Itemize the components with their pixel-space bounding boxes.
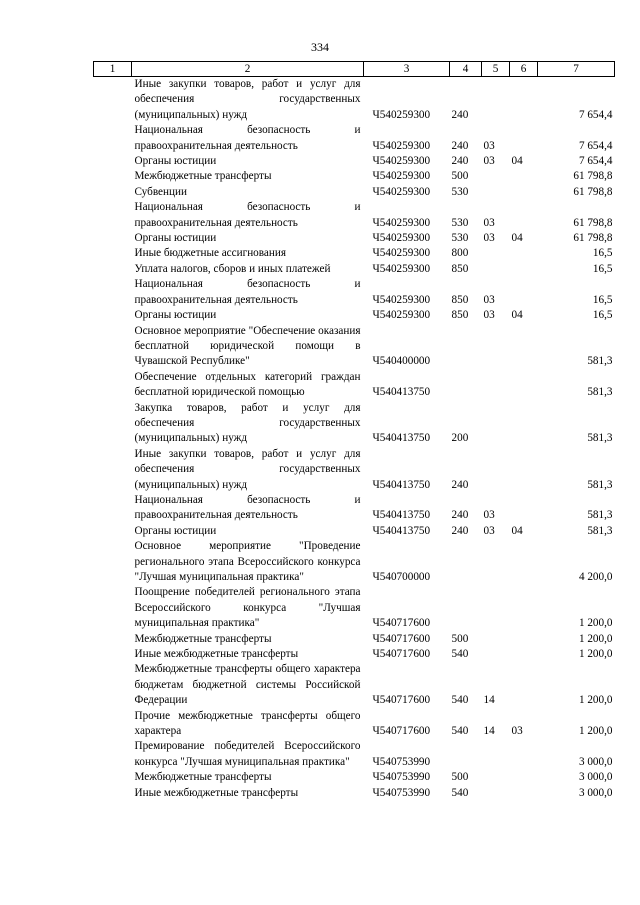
row-section: [482, 324, 510, 370]
row-code: Ч540753990: [372, 755, 431, 768]
row-empty-cell: [94, 169, 132, 184]
row-amount: 61 798,8: [573, 232, 613, 245]
table-row: [94, 770, 615, 785]
row-empty-cell: [94, 739, 132, 770]
row-subsection: 04: [511, 232, 523, 245]
row-name: Закупка товаров, работ и услуг для обеспечения государственных (муниципальных) нужд: [134, 401, 361, 445]
table-row: [94, 262, 615, 277]
table-row: [94, 786, 615, 801]
row-code: Ч540259300: [372, 139, 431, 152]
row-section: [482, 632, 510, 647]
row-subsection: [510, 447, 538, 493]
row-amount: 1 200,0: [578, 694, 613, 707]
row-subsection: [510, 493, 538, 524]
header-col-5: 5: [482, 62, 510, 77]
page-number: 334: [311, 40, 329, 54]
row-empty-cell: [94, 246, 132, 261]
row-empty-cell: [94, 123, 132, 154]
row-section: [482, 401, 510, 447]
row-subsection: [510, 123, 538, 154]
row-subsection: [510, 200, 538, 231]
row-expense-type: [450, 585, 482, 631]
row-amount: 4 200,0: [578, 571, 613, 583]
row-empty-cell: [94, 493, 132, 524]
row-section: [482, 185, 510, 200]
row-name: Межбюджетные трансферты: [134, 771, 272, 784]
row-code: Ч540259300: [372, 216, 431, 229]
row-name: Межбюджетные трансферты: [134, 632, 272, 645]
row-code: Ч540700000: [372, 571, 431, 583]
row-code: Ч540259300: [372, 262, 431, 275]
row-name: Национальная безопасность и правоохранительная деятельность: [134, 493, 361, 522]
row-section: [482, 786, 510, 801]
table-row: [94, 231, 615, 246]
table-body: [94, 77, 615, 802]
row-subsection: [510, 262, 538, 277]
row-code: Ч540413750: [372, 432, 431, 445]
row-expense-type: 240: [451, 524, 469, 537]
row-empty-cell: [94, 308, 132, 323]
row-section: 14: [483, 694, 495, 707]
row-code: Ч540413750: [372, 386, 431, 399]
row-empty-cell: [94, 647, 132, 662]
row-amount: 3 000,0: [578, 786, 613, 799]
row-section: [482, 539, 510, 585]
row-name: Межбюджетные трансферты общего характера бюджетам бюджетной системы Российской Федерации: [134, 663, 361, 707]
row-empty-cell: [94, 154, 132, 169]
row-expense-type: [450, 324, 482, 370]
row-section: [482, 447, 510, 493]
row-subsection: [510, 770, 538, 785]
row-name: Основное мероприятие "Проведение регионального этапа Всероссийского конкурса "Лучшая муниципальная практика": [134, 540, 361, 583]
row-section: [482, 169, 510, 184]
row-empty-cell: [94, 585, 132, 631]
row-subsection: [510, 370, 538, 401]
row-subsection: [510, 77, 538, 124]
row-name: Органы юстиции: [134, 309, 217, 322]
row-section: [482, 262, 510, 277]
row-expense-type: 540: [451, 786, 469, 799]
row-code: Ч540717600: [372, 725, 431, 738]
row-name: Органы юстиции: [134, 232, 217, 245]
row-amount: 3 000,0: [578, 755, 613, 768]
row-empty-cell: [94, 770, 132, 785]
table-row: [94, 246, 615, 261]
row-code: Ч540717600: [372, 632, 431, 645]
row-expense-type: 240: [451, 108, 469, 121]
budget-table-container: [93, 61, 615, 801]
row-section: 03: [483, 232, 495, 245]
row-subsection: [510, 401, 538, 447]
row-subsection: [510, 739, 538, 770]
row-empty-cell: [94, 77, 132, 124]
row-name: Иные межбюджетные трансферты: [134, 648, 299, 661]
table-row: [94, 585, 615, 631]
row-subsection: [510, 246, 538, 261]
row-code: Ч540259300: [372, 247, 431, 260]
row-expense-type: 240: [451, 478, 469, 491]
row-subsection: [510, 786, 538, 801]
row-expense-type: 500: [451, 632, 469, 645]
row-subsection: [510, 647, 538, 662]
row-name: Субвенции: [134, 185, 187, 198]
row-code: Ч540753990: [372, 786, 431, 799]
row-code: Ч540400000: [372, 355, 431, 368]
row-expense-type: 240: [451, 155, 469, 168]
row-empty-cell: [94, 447, 132, 493]
row-empty-cell: [94, 200, 132, 231]
row-expense-type: 240: [451, 509, 469, 522]
row-subsection: 04: [511, 309, 523, 322]
row-section: 03: [483, 509, 495, 522]
row-section: 14: [483, 725, 495, 738]
table-row: [94, 739, 615, 770]
row-expense-type: 530: [451, 216, 469, 229]
row-code: Ч540259300: [372, 170, 431, 183]
row-empty-cell: [94, 370, 132, 401]
row-section: [482, 770, 510, 785]
row-expense-type: 540: [451, 725, 469, 738]
header-col-7: 7: [538, 62, 615, 77]
row-code: Ч540259300: [372, 293, 431, 306]
row-empty-cell: [94, 231, 132, 246]
row-name: Поощрение победителей регионального этапа Всероссийского конкурса "Лучшая муниципальная практика": [134, 586, 361, 630]
row-section: [482, 739, 510, 770]
row-code: Ч540259300: [372, 155, 431, 168]
row-name: Основное мероприятие "Обеспечение оказания бесплатной юридической помощи в Чувашской Республике": [134, 324, 361, 368]
row-empty-cell: [94, 277, 132, 308]
row-expense-type: 500: [451, 170, 469, 183]
row-amount: 581,3: [587, 524, 613, 537]
row-section: 03: [483, 309, 495, 322]
row-amount: 7 654,4: [578, 108, 613, 121]
table-row: [94, 308, 615, 323]
row-expense-type: 850: [451, 262, 469, 275]
row-empty-cell: [94, 401, 132, 447]
table-row: [94, 200, 615, 231]
row-amount: 581,3: [587, 478, 613, 491]
row-code: Ч540413750: [372, 524, 431, 537]
row-expense-type: [450, 739, 482, 770]
row-section: [482, 77, 510, 124]
row-expense-type: 200: [451, 432, 469, 445]
row-section: 03: [483, 524, 495, 537]
table-row: [94, 493, 615, 524]
row-amount: 581,3: [587, 432, 613, 445]
row-empty-cell: [94, 262, 132, 277]
table-row: [94, 324, 615, 370]
row-section: [482, 585, 510, 631]
row-expense-type: 850: [451, 309, 469, 322]
table-header: [94, 62, 615, 77]
row-amount: 581,3: [587, 509, 613, 522]
row-subsection: [510, 277, 538, 308]
row-code: Ч540413750: [372, 478, 431, 491]
row-expense-type: 540: [451, 648, 469, 661]
row-subsection: [510, 185, 538, 200]
row-amount: 61 798,8: [573, 216, 613, 229]
row-amount: 16,5: [592, 262, 613, 275]
row-empty-cell: [94, 185, 132, 200]
table-row: [94, 647, 615, 662]
row-empty-cell: [94, 324, 132, 370]
row-expense-type: [450, 539, 482, 585]
header-col-6: 6: [510, 62, 538, 77]
row-expense-type: 540: [451, 694, 469, 707]
table-row: [94, 662, 615, 708]
row-code: Ч540717600: [372, 617, 431, 630]
table-row: [94, 539, 615, 585]
row-name: Органы юстиции: [134, 155, 217, 168]
row-code: Ч540413750: [372, 509, 431, 522]
row-name: Иные межбюджетные трансферты: [134, 786, 299, 799]
row-code: Ч540259300: [372, 185, 431, 198]
row-name: Межбюджетные трансферты: [134, 170, 272, 183]
row-amount: 581,3: [587, 355, 613, 368]
row-amount: 1 200,0: [578, 632, 613, 645]
table-row: [94, 123, 615, 154]
budget-table: [93, 61, 615, 801]
row-name: Обеспечение отдельных категорий граждан бесплатной юридической помощью: [134, 370, 361, 399]
table-row: [94, 277, 615, 308]
table-row: [94, 169, 615, 184]
row-code: Ч540259300: [372, 232, 431, 245]
row-name: Иные закупки товаров, работ и услуг для обеспечения государственных (муниципальных) нужд: [134, 78, 361, 121]
row-empty-cell: [94, 709, 132, 740]
row-empty-cell: [94, 662, 132, 708]
row-section: [482, 647, 510, 662]
row-subsection: [510, 539, 538, 585]
row-code: Ч540259300: [372, 108, 431, 121]
row-subsection: 03: [511, 725, 523, 738]
table-row: [94, 632, 615, 647]
row-amount: 61 798,8: [573, 170, 613, 183]
row-amount: 7 654,4: [578, 139, 613, 152]
row-section: [482, 370, 510, 401]
row-section: [482, 246, 510, 261]
row-expense-type: 240: [451, 139, 469, 152]
row-name: Прочие межбюджетные трансферты общего характера: [134, 709, 361, 738]
table-row: [94, 709, 615, 740]
row-section: 03: [483, 293, 495, 306]
row-subsection: [510, 585, 538, 631]
row-amount: 1 200,0: [578, 617, 613, 630]
row-amount: 16,5: [592, 247, 613, 260]
row-expense-type: 500: [451, 771, 469, 784]
table-row: [94, 401, 615, 447]
row-section: 03: [483, 216, 495, 229]
row-subsection: [510, 324, 538, 370]
row-amount: 16,5: [592, 293, 613, 306]
row-expense-type: 530: [451, 185, 469, 198]
row-section: 03: [483, 155, 495, 168]
row-amount: 1 200,0: [578, 725, 613, 738]
table-row: [94, 447, 615, 493]
row-expense-type: 800: [451, 247, 469, 260]
header-col-1: 1: [94, 62, 132, 77]
row-code: Ч540717600: [372, 648, 431, 661]
row-amount: 1 200,0: [578, 648, 613, 661]
row-amount: 7 654,4: [578, 155, 613, 168]
row-subsection: [510, 662, 538, 708]
table-row: [94, 370, 615, 401]
row-name: Национальная безопасность и правоохранительная деятельность: [134, 124, 361, 152]
table-row: [94, 185, 615, 200]
row-expense-type: 530: [451, 232, 469, 245]
row-code: Ч540259300: [372, 309, 431, 322]
row-empty-cell: [94, 524, 132, 539]
header-col-3: 3: [364, 62, 450, 77]
row-amount: 61 798,8: [573, 185, 613, 198]
row-name: Премирование победителей Всероссийского конкурса "Лучшая муниципальная практика": [134, 740, 361, 768]
row-name: Национальная безопасность и правоохранительная деятельность: [134, 201, 361, 229]
row-empty-cell: [94, 786, 132, 801]
row-empty-cell: [94, 539, 132, 585]
row-amount: 3 000,0: [578, 771, 613, 784]
row-subsection: 04: [511, 155, 523, 168]
table-row: [94, 524, 615, 539]
row-empty-cell: [94, 632, 132, 647]
row-name: Органы юстиции: [134, 524, 217, 537]
row-amount: 581,3: [587, 386, 613, 399]
row-section: 03: [483, 139, 495, 152]
row-name: Иные бюджетные ассигнования: [134, 247, 286, 260]
row-name: Уплата налогов, сборов и иных платежей: [134, 262, 331, 275]
row-subsection: [510, 632, 538, 647]
header-row: [94, 62, 615, 77]
row-code: Ч540717600: [372, 694, 431, 707]
row-amount: 16,5: [592, 309, 613, 322]
row-name: Национальная безопасность и правоохранительная деятельность: [134, 278, 361, 306]
header-col-2: 2: [132, 62, 364, 77]
row-expense-type: 850: [451, 293, 469, 306]
row-code: Ч540753990: [372, 771, 431, 784]
header-col-4: 4: [450, 62, 482, 77]
row-subsection: [510, 169, 538, 184]
row-subsection: 04: [511, 524, 523, 537]
row-expense-type: [450, 370, 482, 401]
table-row: [94, 77, 615, 124]
table-row: [94, 154, 615, 169]
row-name: Иные закупки товаров, работ и услуг для обеспечения государственных (муниципальных) нужд: [134, 447, 361, 491]
